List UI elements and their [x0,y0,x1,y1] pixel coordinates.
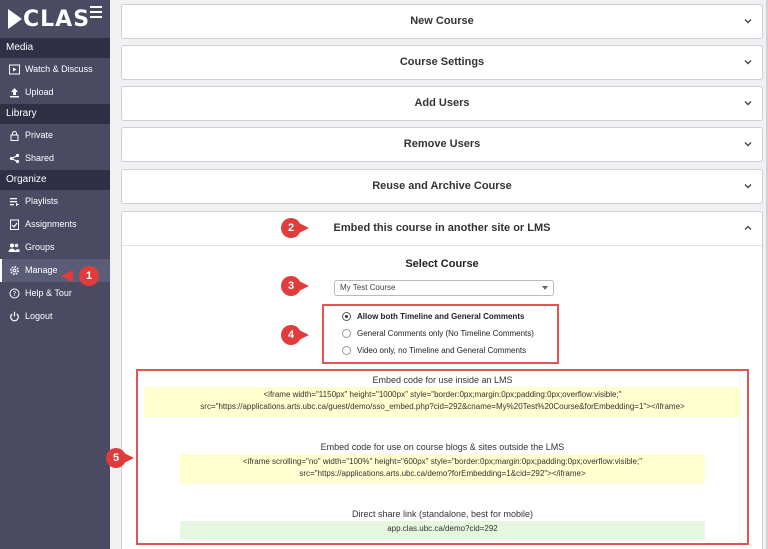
sidebar-item-playlists[interactable] [0,190,110,213]
upload-icon [8,87,20,99]
panel-header[interactable]: Embed this course in another site or LMS [122,212,762,245]
panel-header[interactable]: Add Users [122,87,762,120]
gear-icon [8,265,20,277]
chevron-up-icon [744,224,752,232]
panel-reuse-archive[interactable] [121,169,763,204]
share-icon [8,153,20,165]
power-icon [8,311,20,323]
lms-embed-label: Embed code for use inside an LMS [372,375,513,385]
lock-icon [8,130,20,142]
sidebar-item-label: Logout [25,311,53,321]
radio-button[interactable] [342,329,351,338]
section-organize: Organize [0,170,110,190]
lms-embed-code[interactable]: <iframe width="1150px" height="1000px" style="border:0px;margin:0px;padding:0px;overflow:visible;" src="https://applications.arts.ubc.ca/guest/demo/sso_embed.php?cid=292&cname=My%20Test%20Course&forEmbedding=1"></iframe> [144,387,741,417]
sidebar-item-label: Assignments [25,219,77,229]
sidebar-item-watch-discuss[interactable] [0,58,110,81]
option-timeline-general[interactable]: Allow both Timeline and General Comments [342,312,524,321]
select-course-title: Select Course [405,258,479,270]
radio-button[interactable] [342,346,351,355]
panel-embed-course [121,211,763,549]
panel-header[interactable]: Course Settings [122,46,762,79]
panel-header[interactable]: Remove Users [122,128,762,161]
svg-text:?: ? [12,290,16,298]
sidebar-item-upload[interactable] [0,81,110,104]
share-link-label: Direct share link (standalone, best for mobile) [351,509,534,519]
divider [122,245,762,246]
section-library: Library [0,104,110,124]
sidebar-item-private[interactable] [0,124,110,147]
embed-codes-box [136,369,749,545]
assignment-icon [8,219,20,231]
playlist-icon [8,196,20,208]
sidebar-item-groups[interactable] [0,236,110,259]
groups-icon [8,242,20,254]
sidebar-item-assignments[interactable] [0,213,110,236]
chevron-down-icon [744,99,752,107]
course-select[interactable]: My Test Course [334,280,554,296]
panel-new-course[interactable] [121,4,763,39]
panel-add-users[interactable] [121,86,763,121]
radio-button-selected[interactable] [342,312,351,321]
panel-header[interactable]: Reuse and Archive Course [122,170,762,203]
chevron-down-icon [744,182,752,190]
sidebar-item-label: Groups [25,242,55,252]
sidebar-item-label: Watch & Discuss [25,64,93,74]
sidebar-item-label: Private [25,130,54,140]
main-content [110,0,768,549]
sidebar-item-label: Upload [25,87,54,97]
chevron-down-icon [744,140,752,148]
panel-course-settings[interactable] [121,45,763,80]
callout-4: 4 [281,325,315,345]
chevron-down-icon [744,58,752,66]
play-icon [8,64,20,76]
caret-down-icon [542,286,548,290]
panel-remove-users[interactable] [121,127,763,162]
option-video-only[interactable]: Video only, no Timeline and General Comments [342,346,526,355]
help-icon [8,288,20,300]
hamburger-menu-icon[interactable] [90,6,102,21]
chevron-down-icon [744,17,752,25]
share-link-field[interactable]: app.clas.ubc.ca/demo?cid=292 [180,521,705,539]
comment-options-group [322,304,559,364]
sidebar-item-label: Playlists [25,196,59,206]
sidebar-item-shared[interactable] [0,147,110,170]
sidebar-item-label: Help & Tour [25,288,72,298]
panel-header[interactable]: New Course [122,5,762,38]
callout-5: 5 [106,448,140,468]
sidebar-item-label: Manage [25,265,58,275]
option-general-only[interactable]: General Comments only (No Timeline Comments) [342,329,534,338]
logo-triangle-icon [8,9,22,29]
blog-embed-code[interactable]: <iframe scrolling="no" width="100%" height="600px" style="border:0px;margin:0px;padding:0px;overflow:visible;" src="https://applications.arts.ubc.ca/demo?forEmbedding=1&cid=292"></iframe> [180,454,705,484]
callout-2: 2 [281,218,315,238]
section-media: Media [0,38,110,58]
sidebar-item-logout[interactable] [0,305,110,328]
logo-bar [0,0,110,38]
callout-1: 1 [69,266,103,286]
blog-embed-label: Embed code for use on course blogs & sites outside the LMS [320,442,565,452]
sidebar-item-label: Shared [25,153,55,163]
callout-3: 3 [281,276,315,296]
logo[interactable]: CLAS [8,7,90,32]
